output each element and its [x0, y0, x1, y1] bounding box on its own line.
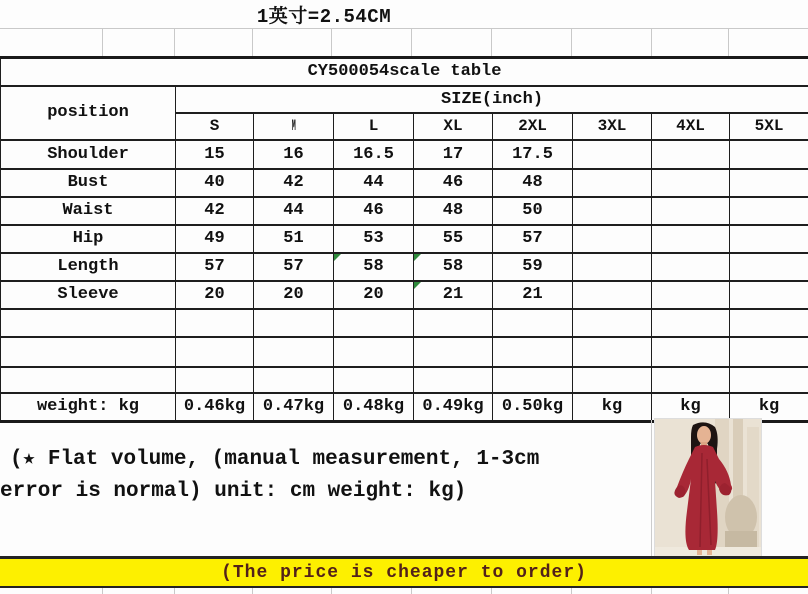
table-row — [1, 197, 808, 225]
measurement-note-line2: error is normal) unit: cm weight: kg) — [0, 480, 467, 503]
empty-row — [1, 309, 808, 337]
row-label: weight: kg — [1, 393, 176, 422]
cell: 49 — [176, 225, 254, 253]
cell: 0.50kg — [493, 393, 573, 422]
size-col-4xl: 4XL — [652, 113, 730, 140]
size-col-2xl: 2XL — [493, 113, 573, 140]
cell — [730, 169, 808, 197]
cell — [573, 225, 652, 253]
cell: kg — [573, 393, 652, 422]
conversion-note-text: 1英寸=2.54CM — [256, 5, 392, 28]
size-col-xl: XL — [414, 113, 493, 140]
cell — [730, 281, 808, 309]
table-row — [1, 253, 808, 281]
size-col-5xl: 5XL — [730, 113, 808, 140]
cell: 16 — [254, 140, 334, 169]
cell — [730, 197, 808, 225]
cell — [652, 169, 730, 197]
row-label: Shoulder — [1, 140, 176, 169]
cell: 40 — [176, 169, 254, 197]
cell: 51 — [254, 225, 334, 253]
cell — [573, 140, 652, 169]
cell — [730, 253, 808, 281]
cell: 42 — [176, 197, 254, 225]
size-header: SIZE(inch) — [176, 86, 808, 113]
cell: 55 — [414, 225, 493, 253]
cell: 0.48kg — [334, 393, 414, 422]
cell: 46 — [414, 169, 493, 197]
cell — [652, 253, 730, 281]
cell: 48 — [414, 197, 493, 225]
cell: 57 — [493, 225, 573, 253]
cell: 59 — [493, 253, 573, 281]
cell — [573, 169, 652, 197]
cell-error-indicator: 58 — [334, 253, 414, 281]
conversion-note — [0, 0, 808, 28]
table-caption: CY500054scale table — [1, 58, 808, 86]
size-table — [0, 56, 808, 423]
cell — [573, 197, 652, 225]
cell: 0.47kg — [254, 393, 334, 422]
empty-row — [1, 367, 808, 393]
position-header: position — [1, 86, 176, 140]
cell: 20 — [176, 281, 254, 309]
weight-row — [1, 393, 808, 422]
cell: 20 — [254, 281, 334, 309]
cell: 21 — [493, 281, 573, 309]
cell: 48 — [493, 169, 573, 197]
size-col-s: S — [176, 113, 254, 140]
cell-error-indicator: 21 — [414, 281, 493, 309]
cell — [573, 281, 652, 309]
cell: 20 — [334, 281, 414, 309]
cell: 15 — [176, 140, 254, 169]
cell: 57 — [176, 253, 254, 281]
size-col-m: M — [254, 113, 334, 140]
cell — [652, 225, 730, 253]
cell: 44 — [334, 169, 414, 197]
size-col-3xl: 3XL — [573, 113, 652, 140]
cell — [573, 253, 652, 281]
empty-row — [1, 337, 808, 367]
table-row — [1, 281, 808, 309]
cell: 44 — [254, 197, 334, 225]
cell — [652, 140, 730, 169]
cell: 46 — [334, 197, 414, 225]
cell: 16.5 — [334, 140, 414, 169]
cell — [652, 197, 730, 225]
price-banner — [0, 556, 808, 588]
row-label: Waist — [1, 197, 176, 225]
cell — [652, 281, 730, 309]
measurement-note — [0, 444, 650, 508]
measurement-note-line1: (★ Flat volume, (manual measurement, 1-3cm — [10, 448, 540, 471]
product-photo-red-dress — [655, 419, 761, 558]
spreadsheet-bottom-row — [0, 588, 808, 594]
cell: 53 — [334, 225, 414, 253]
cell: 0.46kg — [176, 393, 254, 422]
cell: 17 — [414, 140, 493, 169]
table-row — [1, 169, 808, 197]
spreadsheet-empty-row — [0, 28, 808, 56]
grid-line — [651, 420, 652, 558]
cell: kg — [730, 393, 808, 422]
cell: 0.49kg — [414, 393, 493, 422]
row-label: Length — [1, 253, 176, 281]
cell — [730, 225, 808, 253]
cell: 42 — [254, 169, 334, 197]
cell: 50 — [493, 197, 573, 225]
row-label: Bust — [1, 169, 176, 197]
cell: 57 — [254, 253, 334, 281]
price-banner-text: (The price is cheaper to order) — [221, 562, 587, 583]
table-row — [1, 225, 808, 253]
table-row — [1, 140, 808, 169]
row-label: Sleeve — [1, 281, 176, 309]
cell — [730, 140, 808, 169]
row-label: Hip — [1, 225, 176, 253]
cell-error-indicator: 58 — [414, 253, 493, 281]
cell: 17.5 — [493, 140, 573, 169]
cell: kg — [652, 393, 730, 422]
size-col-l: L — [334, 113, 414, 140]
